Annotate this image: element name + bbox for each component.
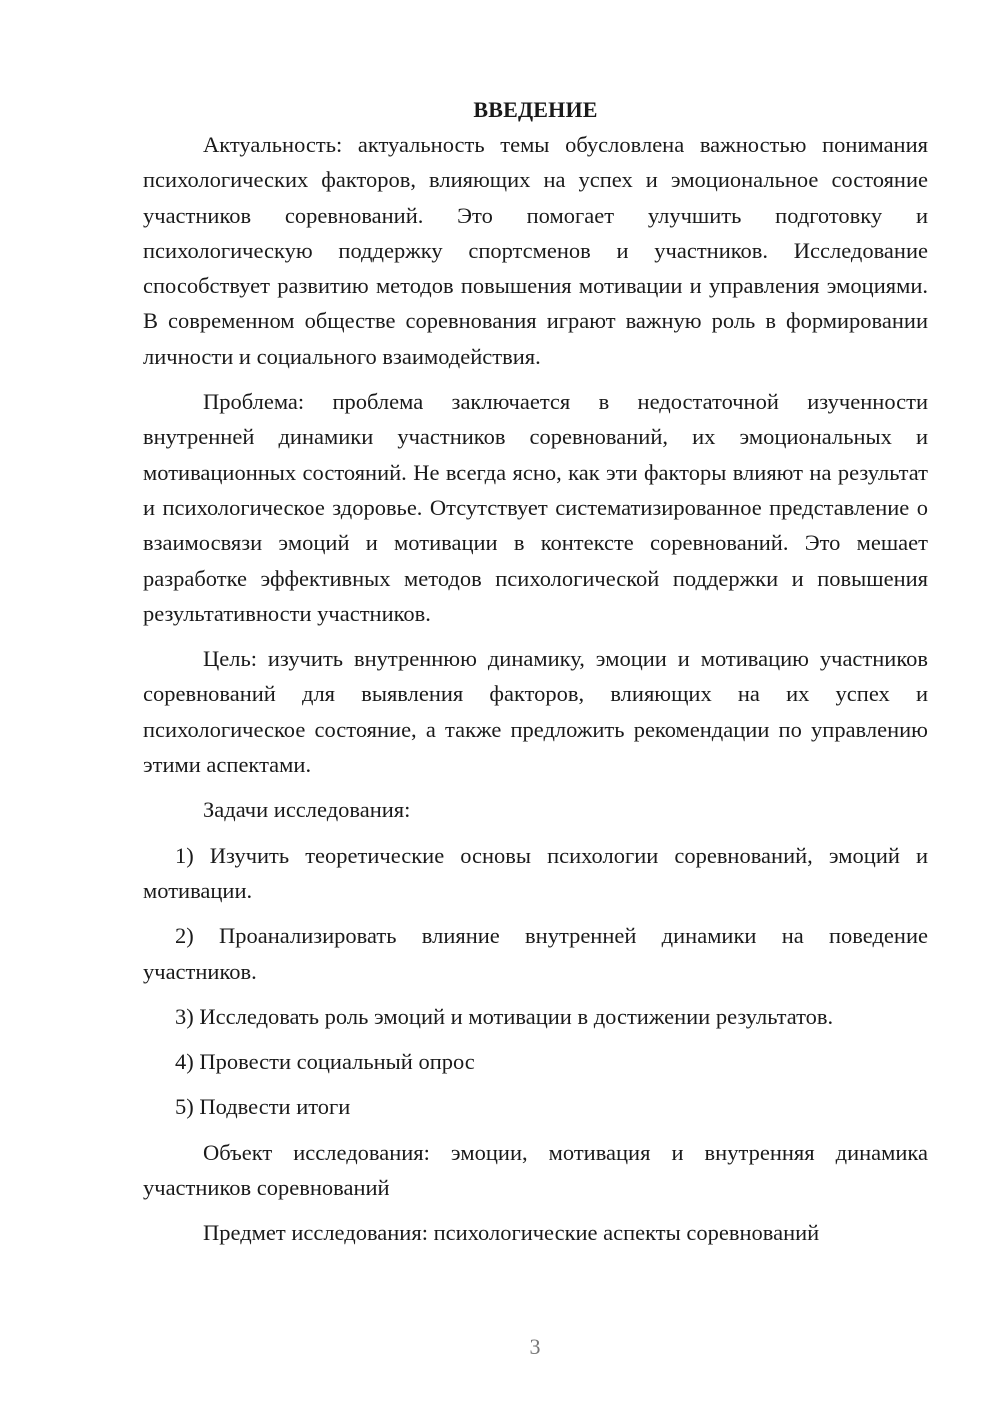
page-number: 3	[529, 1334, 541, 1359]
task-item-1: 1) Изучить теоретические основы психологии соревнований, эмоций и мотивации.	[143, 842, 928, 903]
page-content	[143, 94, 928, 1251]
task-item-2: 2) Проанализировать влияние внутренней динамики на поведение участников.	[143, 923, 928, 984]
object-paragraph: Объект исследования: эмоции, мотивация и внутренняя динамика участников соревнований	[143, 1139, 928, 1201]
task-item-5: 5) Подвести итоги	[175, 1094, 351, 1120]
task-item-4: 4) Провести социальный опрос	[175, 1049, 475, 1075]
tasks-heading: Задачи исследования:	[203, 797, 411, 823]
problem-paragraph: Проблема: проблема заключается в недостаточной изученности внутренней динамики участников соревнований, их эмоциональных и мотивационных состояний. Не всегда ясно, как эти факторы влияют на результат и психологическое здоровье. Отсутствует систематизированное представление о взаимосвязи эмоций и мотивации в контексте соревнований. Это мешает разработке эффективных методов психологической поддержки и повышения результативности участников.	[143, 389, 928, 626]
task-item-3: 3) Исследовать роль эмоций и мотивации в достижении результатов.	[175, 1003, 834, 1029]
goal-paragraph: Цель: изучить внутреннюю динамику, эмоции и мотивацию участников соревнований для выявления факторов, влияющих на их успех и психологическое состояние, а также предложить рекомендации по управлению этими аспектами.	[143, 646, 928, 778]
subject-paragraph: Предмет исследования: психологические аспекты соревнований	[203, 1220, 820, 1246]
relevance-paragraph: Актуальность: актуальность темы обусловлена важностью понимания психологических факторов, влияющих на успех и эмоциональное состояние участников соревнований. Это помогает улучшить подготовку и психологическую поддержку спортсменов и участников. Исследование способствует развитию методов повышения мотивации и управления эмоциями. В современном обществе соревнования играют важную роль в формировании личности и социального взаимодействия.	[143, 132, 928, 369]
section-title: ВВЕДЕНИЕ	[473, 97, 598, 122]
